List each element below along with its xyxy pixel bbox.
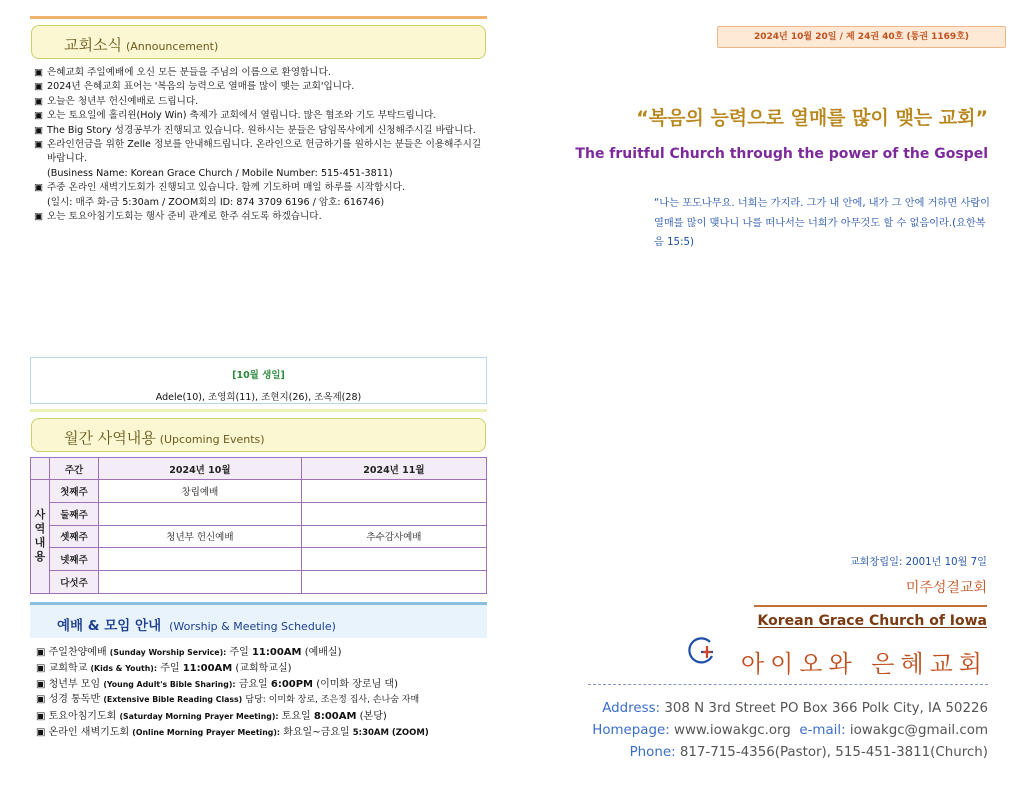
web-line: Homepage: www.iowakgc.org e-mail: iowakgc@gmail.com xyxy=(592,723,988,738)
week-cell: 다섯주 xyxy=(50,571,99,594)
announcement-item: ▣ 온라인헌금을 위한 Zelle 정보를 안내해드립니다. 온라인으로 헌금하기를 원하시는 분들은 이용해주시길 바랍니다. xyxy=(34,139,482,165)
address-line: Address: 308 N 3rd Street PO Box 366 Polk City, IA 50226 xyxy=(602,701,988,716)
phone-line: Phone: 817-715-4356(Pastor), 515-451-3811(Church) xyxy=(629,745,988,760)
table-row xyxy=(31,502,487,525)
table-corner xyxy=(31,458,50,480)
events-title-en: (Upcoming Events) xyxy=(159,433,265,446)
announcement-item: ▣ The Big Story 성경공부가 진행되고 있습니다. 원하시는 분들은 담임목사에게 신청해주시길 바랍니다. xyxy=(34,124,476,136)
nov-cell xyxy=(301,548,486,571)
birthday-names: Adele(10), 조영희(11), 조현지(26), 조옥제(28) xyxy=(155,392,362,403)
announcement-item: ▣ 은혜교회 주일예배에 오신 모든 분들을 주님의 이름으로 환영합니다. xyxy=(34,67,331,78)
events-title: 월간 사역내용 xyxy=(64,429,156,447)
worship-title: 예배 & 모임 안내 xyxy=(57,618,162,634)
founded-date: 교회창립일: 2001년 10월 7일 xyxy=(849,557,987,568)
church-name-en: Korean Grace Church of Iowa xyxy=(757,613,987,629)
oct-cell: 창립예배 xyxy=(99,480,302,503)
table-header-row xyxy=(31,458,487,480)
worship-item: ▣ 주일찬양예배 (Sunday Worship Service): 주일 11:00AM (예배실) xyxy=(36,647,342,658)
church-name-ko: 아이오와 은혜교회 xyxy=(740,650,988,678)
week-cell: 넷째주 xyxy=(50,548,99,571)
nov-cell xyxy=(301,571,486,594)
announcement-header xyxy=(31,25,486,59)
announcement-item: ▣ 오는 토요일에 홀리윈(Holy Win) 축제가 교회에서 열립니다. 많은 협조와 기도 부탁드립니다. xyxy=(34,110,437,122)
birthday-box xyxy=(30,357,487,404)
worship-title-en: (Worship & Meeting Schedule) xyxy=(169,620,336,633)
worship-item: ▣ 청년부 모임 (Young Adult's Bible Sharing): 금요일 6:00PM (이미화 장로님 댁) xyxy=(36,678,398,690)
side-label: 사 역 내 용 xyxy=(31,480,50,594)
divider xyxy=(30,409,487,412)
dashed-divider xyxy=(588,684,988,685)
announcement-item: (Business Name: Korean Grace Church / Mobile Number: 515-451-3811) xyxy=(47,167,393,179)
homepage-link[interactable]: www.iowakgc.org xyxy=(674,723,791,738)
table-row xyxy=(31,571,487,594)
worship-header xyxy=(30,605,487,638)
announcement-item: ▣ 오늘은 청년부 헌신예배로 드립니다. xyxy=(34,95,199,107)
nov-cell xyxy=(301,502,486,525)
announcement-item: ▣ 오는 토요아침기도회는 행사 준비 관계로 한주 쉬도록 하겠습니다. xyxy=(34,211,322,223)
worship-item: ▣ 교회학교 (Kids & Youth): 주일 11:00AM (교회학교실) xyxy=(36,662,292,674)
week-cell: 첫째주 xyxy=(50,480,99,503)
church-motto: “복음의 능력으로 열매를 많이 맺는 교회” xyxy=(636,107,988,129)
oct-cell xyxy=(99,502,302,525)
events-header xyxy=(31,418,486,452)
announcement-item: ▣ 2024년 은혜교회 표어는 '복음의 능력으로 열매를 많이 맺는 교회'입니다. xyxy=(34,81,355,93)
announcement-item: (일시: 매주 화-금 5:30am / ZOOM회의 ID: 874 3709 6196 / 암호: 616746) xyxy=(47,196,385,208)
table-header: 주간 xyxy=(50,458,99,480)
divider xyxy=(754,605,987,607)
nov-cell: 추수감사예배 xyxy=(301,525,486,548)
contact-info xyxy=(560,698,988,764)
oct-cell xyxy=(99,548,302,571)
events-table xyxy=(30,457,487,594)
table-row xyxy=(31,525,487,548)
email-link[interactable]: iowakgc@gmail.com xyxy=(849,723,988,738)
table-header: 2024년 11월 xyxy=(301,458,486,480)
announcement-title: 교회소식 xyxy=(64,36,122,54)
table-header: 2024년 10월 xyxy=(99,458,302,480)
table-row xyxy=(31,548,487,571)
week-cell: 셋째주 xyxy=(50,525,99,548)
birthday-title: [10월 생일] xyxy=(232,370,285,381)
worship-item: ▣ 토요아침기도회 (Saturday Morning Prayer Meeting): 토요일 8:00AM (본당) xyxy=(36,711,387,723)
announcement-list xyxy=(34,66,489,224)
worship-item: ▣ 성경 통독반 (Extensive Bible Reading Class) 담당: 이미화 장로, 조은정 집사, 손나숨 자매 xyxy=(36,694,420,706)
nov-cell xyxy=(301,480,486,503)
table-row xyxy=(31,480,487,503)
worship-list xyxy=(36,645,491,742)
oct-cell: 청년부 헌신예배 xyxy=(99,525,302,548)
top-divider xyxy=(30,16,487,19)
announcement-title-en: (Announcement) xyxy=(125,40,219,53)
week-cell: 둘째주 xyxy=(50,502,99,525)
oct-cell xyxy=(99,571,302,594)
bible-verse: “나는 포도나무요. 너희는 가지라. 그가 내 안에, 내가 그 안에 거하면 사람이 열매를 많이 맺나니 나를 떠나서는 너희가 아무것도 할 수 없음이라.(요한복음 15:5) xyxy=(654,198,991,248)
denomination: 미주성결교회 xyxy=(905,580,987,596)
worship-item: ▣ 온라인 새벽기도회 (Online Morning Prayer Meeting): 화요일~금요일 5:30AM (ZOOM) xyxy=(36,726,429,738)
church-motto-en: The fruitful Church through the power of the Gospel xyxy=(575,146,988,162)
issue-info: 2024년 10월 20일 / 제 24권 40호 (통권 1169호) xyxy=(717,26,1006,48)
church-logo-icon xyxy=(686,634,720,668)
announcement-item: ▣ 주중 온라인 새벽기도회가 진행되고 있습니다. 함께 기도하며 매일 하루를 시작합시다. xyxy=(34,182,405,194)
